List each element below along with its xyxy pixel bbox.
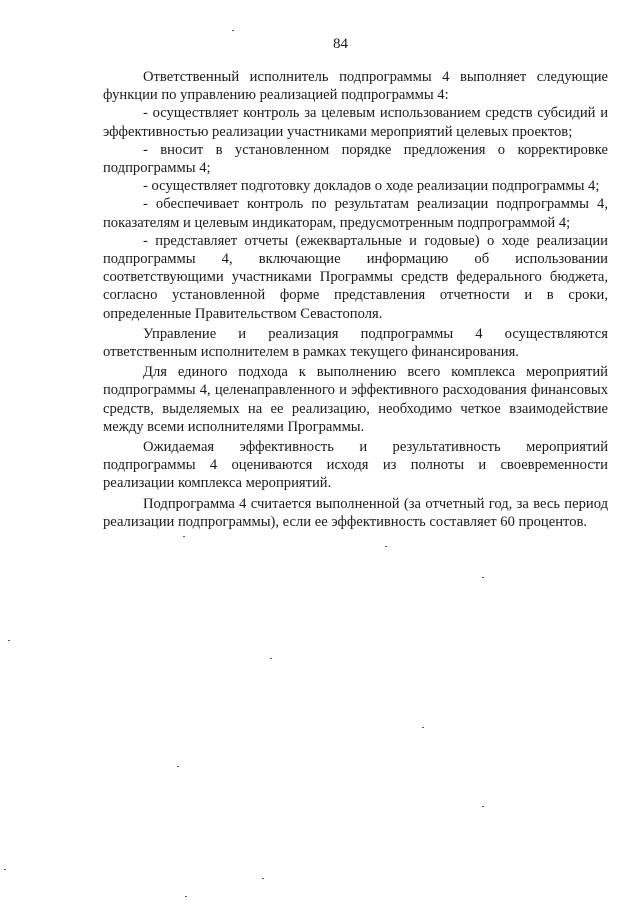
- paragraph-results-control: - обеспечивает контроль по результатам реализации подпрограммы 4, показателям и целевым индикаторам, предусмотренным подпрограммой 4;: [103, 196, 608, 231]
- paragraph-management: Управление и реализация подпрограммы 4 осуществляются ответственным исполнителем в рамках текущего финансирования.: [103, 325, 608, 361]
- document-body: [103, 68, 608, 531]
- paragraph-control-subsidies: - осуществляет контроль за целевым использованием средств субсидий и эффективностью реализации участниками мероприятий целевых проектов;: [103, 105, 608, 140]
- paragraph-reports-preparation: - осуществляет подготовку докладов о ходе реализации подпрограммы 4;: [143, 178, 600, 195]
- paragraph-correction-proposals: - вносит в установленном порядке предложения о корректировке подпрограммы 4;: [103, 141, 608, 177]
- paragraph-unified-approach: Для единого подхода к выполнению всего комплекса мероприятий подпрограммы 4, целенаправленного и эффективного расходования финансовых средств, выделяемых на ее реализацию, необходимо четкое взаимодействие между всеми исполнителями Программы.: [103, 364, 608, 435]
- page-number: 84: [333, 36, 348, 52]
- paragraph-responsible-executor: Ответственный исполнитель подпрограммы 4 выполняет следующие функции по управлению реализацией подпрограммы 4:: [103, 69, 608, 104]
- paragraph-completion-criteria: Подпрограмма 4 считается выполненной (за отчетный год, за весь период реализации подпрограммы), если ее эффективность составляет 60 процентов.: [103, 495, 608, 530]
- paragraph-expected-efficiency: Ожидаемая эффективность и результативность мероприятий подпрограммы 4 оцениваются исходя из полноты и своевременности реализации комплекса мероприятий.: [103, 439, 608, 492]
- paragraph-reporting: - представляет отчеты (ежеквартальные и годовые) о ходе реализации подпрограммы 4, включающие информацию об использовании соответствующими участниками Программы средств федерального бюджета, согласно установленной форме представления отчетности и в сроки, определенные Правительством Севастополя.: [103, 232, 608, 322]
